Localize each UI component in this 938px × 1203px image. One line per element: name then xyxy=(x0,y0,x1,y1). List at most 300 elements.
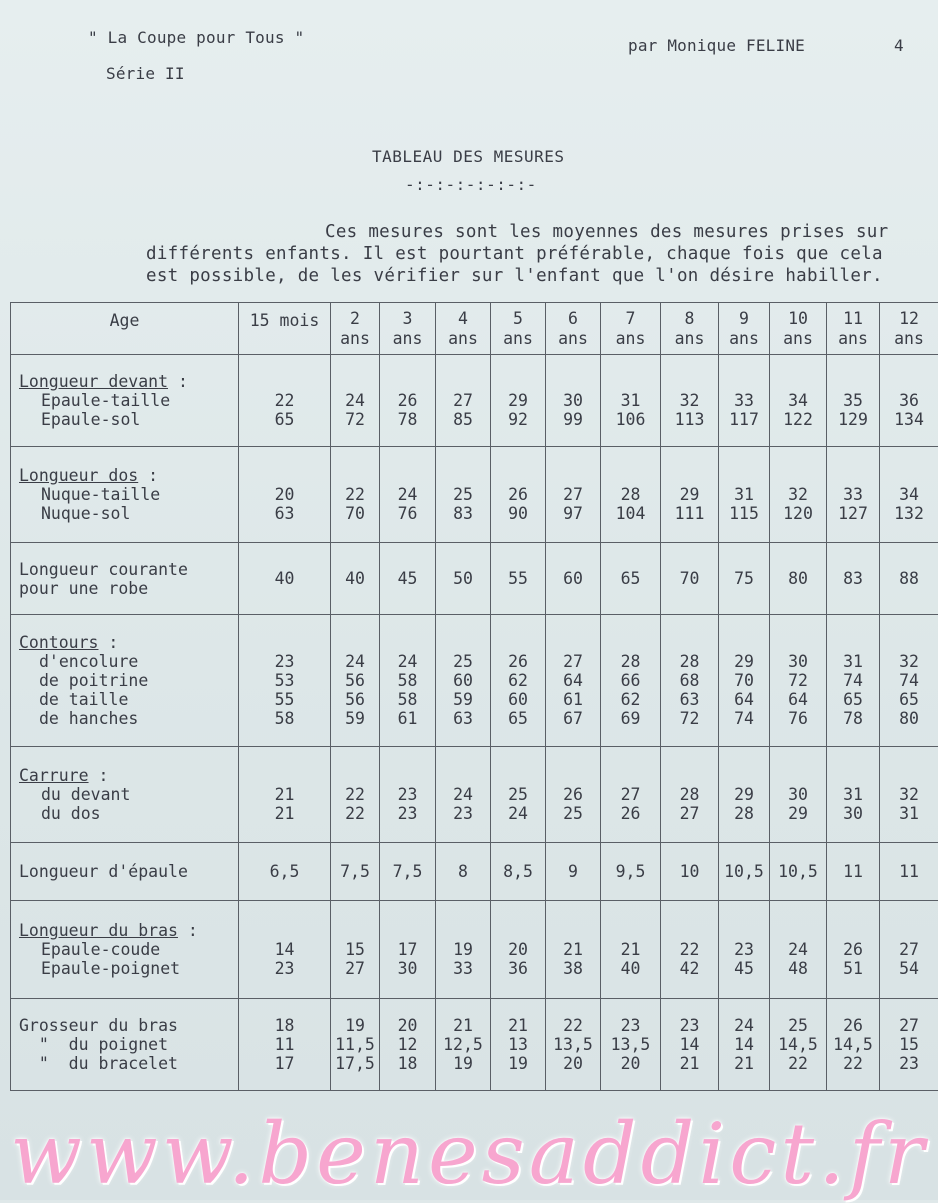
value: 22 xyxy=(661,940,718,959)
row-heading: Carrure xyxy=(19,766,89,785)
intro-line-1: Ces mesures sont les moyennes des mesures prises sur xyxy=(325,221,888,243)
value-cell xyxy=(880,901,938,999)
value-cell xyxy=(601,999,661,1091)
value: 25 xyxy=(491,785,545,804)
value-cell xyxy=(661,901,719,999)
value-cell xyxy=(546,447,601,543)
value: 64 xyxy=(770,690,826,709)
value: 20 xyxy=(380,1016,435,1035)
value: 72 xyxy=(661,709,718,728)
value: 63 xyxy=(436,709,490,728)
value-cell xyxy=(546,999,601,1091)
value: 18 xyxy=(239,1016,330,1035)
value-cell xyxy=(719,355,770,447)
value-cell xyxy=(380,447,436,543)
value: 40 xyxy=(239,569,330,588)
table-row xyxy=(11,543,938,615)
value-cell xyxy=(770,355,827,447)
row-sublabel: Epaule-sol xyxy=(19,410,238,429)
value: 65 xyxy=(601,569,660,588)
value: 23 xyxy=(436,804,490,823)
row-sublabel: de taille xyxy=(19,690,238,709)
value-cell xyxy=(436,615,491,747)
value: 28 xyxy=(719,804,769,823)
value-cell xyxy=(601,843,661,901)
value: 60 xyxy=(491,690,545,709)
watermark: www.benesaddict.fr xyxy=(0,1105,938,1203)
value-cell xyxy=(719,543,770,615)
value-cell xyxy=(331,615,380,747)
value: 34 xyxy=(770,391,826,410)
value-cell xyxy=(880,999,938,1091)
value-cell xyxy=(827,355,880,447)
row-label-line: " du poignet xyxy=(19,1035,238,1054)
value-cell xyxy=(827,901,880,999)
value-cell xyxy=(331,843,380,901)
table-header-row xyxy=(11,303,938,355)
value: 25 xyxy=(436,652,490,671)
value-cell xyxy=(436,543,491,615)
value: 48 xyxy=(770,959,826,978)
value-cell xyxy=(719,615,770,747)
row-sublabel: d'encolure xyxy=(19,652,238,671)
age-column-header: 12 ans xyxy=(880,303,938,355)
row-sublabel: Nuque-taille xyxy=(19,485,238,504)
value: 23 xyxy=(661,1016,718,1035)
value-cell xyxy=(491,615,546,747)
row-label: Carrure : du devant du dos xyxy=(11,747,239,843)
value: 21 xyxy=(491,1016,545,1035)
value: 74 xyxy=(880,671,938,690)
row-sublabel: de hanches xyxy=(19,709,238,728)
value: 15 xyxy=(880,1035,938,1054)
value: 55 xyxy=(491,569,545,588)
value: 26 xyxy=(827,1016,879,1035)
value: 60 xyxy=(436,671,490,690)
value-cell xyxy=(239,843,331,901)
table-row xyxy=(11,615,938,747)
value: 8,5 xyxy=(491,862,545,881)
value: 10,5 xyxy=(719,862,769,881)
row-sublabel: du dos xyxy=(19,804,238,823)
table-row xyxy=(11,999,938,1091)
value-cell xyxy=(491,843,546,901)
value: 21 xyxy=(239,804,330,823)
value: 27 xyxy=(880,940,938,959)
value-cell xyxy=(827,747,880,843)
value: 64 xyxy=(719,690,769,709)
age-header: Age xyxy=(11,303,239,355)
value: 21 xyxy=(719,1054,769,1073)
age-column-header: 5 ans xyxy=(491,303,546,355)
value-cell xyxy=(601,747,661,843)
value-cell xyxy=(239,355,331,447)
value: 30 xyxy=(770,785,826,804)
value: 22 xyxy=(770,1054,826,1073)
value-cell xyxy=(331,901,380,999)
value: 32 xyxy=(661,391,718,410)
row-heading: Longueur dos xyxy=(19,466,138,485)
value-cell xyxy=(827,447,880,543)
value: 27 xyxy=(661,804,718,823)
value-cell xyxy=(331,355,380,447)
value-cell xyxy=(770,615,827,747)
value: 8 xyxy=(436,862,490,881)
value: 23 xyxy=(380,785,435,804)
value: 6,5 xyxy=(239,862,330,881)
value: 66 xyxy=(601,671,660,690)
value-cell xyxy=(880,355,938,447)
value: 29 xyxy=(491,391,545,410)
value: 92 xyxy=(491,410,545,429)
value: 13 xyxy=(491,1035,545,1054)
author: par Monique FELINE xyxy=(628,36,805,55)
value: 28 xyxy=(601,652,660,671)
value-cell xyxy=(491,901,546,999)
value: 28 xyxy=(661,652,718,671)
value-cell xyxy=(239,615,331,747)
value: 129 xyxy=(827,410,879,429)
row-label: Longueur devant : Epaule-taille Epaule-sol xyxy=(11,355,239,447)
value: 65 xyxy=(827,690,879,709)
table-row xyxy=(11,447,938,543)
value-cell xyxy=(546,747,601,843)
value: 14 xyxy=(719,1035,769,1054)
value-cell xyxy=(546,615,601,747)
age-column-header: 15 mois xyxy=(239,303,331,355)
value: 9 xyxy=(546,862,600,881)
value-cell xyxy=(880,843,938,901)
value: 30 xyxy=(770,652,826,671)
row-sublabel: de poitrine xyxy=(19,671,238,690)
value: 111 xyxy=(661,504,718,523)
value: 85 xyxy=(436,410,490,429)
value: 24 xyxy=(380,485,435,504)
value-cell xyxy=(239,447,331,543)
value: 31 xyxy=(827,785,879,804)
value: 45 xyxy=(380,569,435,588)
value-cell xyxy=(331,747,380,843)
table-row xyxy=(11,843,938,901)
value: 117 xyxy=(719,410,769,429)
value: 23 xyxy=(719,940,769,959)
value-cell xyxy=(436,901,491,999)
row-label: Longueur dos : Nuque-taille Nuque-sol xyxy=(11,447,239,543)
value: 58 xyxy=(380,690,435,709)
page-number: 4 xyxy=(894,36,904,55)
value-cell xyxy=(719,843,770,901)
value-cell xyxy=(491,447,546,543)
value: 25 xyxy=(546,804,600,823)
value: 51 xyxy=(827,959,879,978)
value: 33 xyxy=(436,959,490,978)
value: 59 xyxy=(331,709,379,728)
value: 24 xyxy=(719,1016,769,1035)
value: 21 xyxy=(546,940,600,959)
value: 65 xyxy=(239,410,330,429)
value: 68 xyxy=(661,671,718,690)
value: 36 xyxy=(491,959,545,978)
value: 67 xyxy=(546,709,600,728)
value-cell xyxy=(827,615,880,747)
value-cell xyxy=(601,615,661,747)
value: 83 xyxy=(436,504,490,523)
value-cell xyxy=(719,901,770,999)
value-cell xyxy=(380,615,436,747)
value-cell xyxy=(827,543,880,615)
value-cell xyxy=(827,999,880,1091)
value: 55 xyxy=(239,690,330,709)
value: 62 xyxy=(601,690,660,709)
publication-title: " La Coupe pour Tous " xyxy=(88,28,304,47)
value-cell xyxy=(436,999,491,1091)
value: 19 xyxy=(331,1016,379,1035)
value: 134 xyxy=(880,410,938,429)
value-cell xyxy=(601,447,661,543)
value: 23 xyxy=(239,959,330,978)
value-cell xyxy=(436,447,491,543)
value: 22 xyxy=(331,485,379,504)
value: 17 xyxy=(239,1054,330,1073)
value: 38 xyxy=(546,959,600,978)
value: 32 xyxy=(880,652,938,671)
value: 27 xyxy=(880,1016,938,1035)
value: 18 xyxy=(380,1054,435,1073)
value: 24 xyxy=(491,804,545,823)
value: 30 xyxy=(546,391,600,410)
value: 59 xyxy=(436,690,490,709)
value-cell xyxy=(827,843,880,901)
value-cell xyxy=(546,843,601,901)
value: 58 xyxy=(380,671,435,690)
value-cell xyxy=(770,843,827,901)
value: 65 xyxy=(491,709,545,728)
value-cell xyxy=(661,447,719,543)
value-cell xyxy=(770,999,827,1091)
age-column-header: 2 ans xyxy=(331,303,380,355)
value-cell xyxy=(770,543,827,615)
value: 29 xyxy=(661,485,718,504)
value: 27 xyxy=(546,485,600,504)
value: 22 xyxy=(331,804,379,823)
value: 106 xyxy=(601,410,660,429)
value: 45 xyxy=(719,959,769,978)
series-label: Série II xyxy=(106,64,185,83)
value: 13,5 xyxy=(601,1035,660,1054)
value: 26 xyxy=(491,485,545,504)
value: 31 xyxy=(880,804,938,823)
row-label: Longueur du bras : Epaule-coude Epaule-poignet xyxy=(11,901,239,999)
value: 33 xyxy=(827,485,879,504)
value-cell xyxy=(331,543,380,615)
value-cell xyxy=(601,901,661,999)
row-label xyxy=(11,843,239,901)
value: 31 xyxy=(719,485,769,504)
intro-line-2: différents enfants. Il est pourtant préférable, chaque fois que cela xyxy=(146,243,883,265)
row-label-line: Grosseur du bras xyxy=(19,1016,238,1035)
age-column-header: 11 ans xyxy=(827,303,880,355)
row-label-line: pour une robe xyxy=(19,579,238,598)
value-cell xyxy=(880,543,938,615)
value: 40 xyxy=(331,569,379,588)
row-label-line: Longueur d'épaule xyxy=(19,862,238,881)
value: 14,5 xyxy=(827,1035,879,1054)
value: 17 xyxy=(380,940,435,959)
value: 64 xyxy=(546,671,600,690)
value: 22 xyxy=(239,391,330,410)
value: 12,5 xyxy=(436,1035,490,1054)
value: 76 xyxy=(380,504,435,523)
value-cell xyxy=(491,355,546,447)
value: 7,5 xyxy=(331,862,379,881)
value-cell xyxy=(661,355,719,447)
age-column-header: 4 ans xyxy=(436,303,491,355)
value: 27 xyxy=(601,785,660,804)
value: 63 xyxy=(661,690,718,709)
value: 61 xyxy=(546,690,600,709)
row-sublabel: Epaule-taille xyxy=(19,391,238,410)
value-cell xyxy=(661,843,719,901)
value-cell xyxy=(546,901,601,999)
value: 69 xyxy=(601,709,660,728)
value: 21 xyxy=(436,1016,490,1035)
page-title: TABLEAU DES MESURES xyxy=(372,147,565,166)
value: 42 xyxy=(661,959,718,978)
value-cell xyxy=(770,447,827,543)
value-cell xyxy=(880,447,938,543)
value: 99 xyxy=(546,410,600,429)
value: 20 xyxy=(491,940,545,959)
value-cell xyxy=(880,615,938,747)
value: 53 xyxy=(239,671,330,690)
value: 54 xyxy=(880,959,938,978)
value: 24 xyxy=(331,391,379,410)
value: 75 xyxy=(719,569,769,588)
value-cell xyxy=(661,999,719,1091)
value: 22 xyxy=(546,1016,600,1035)
value-cell xyxy=(380,355,436,447)
value-cell xyxy=(601,543,661,615)
value: 26 xyxy=(491,652,545,671)
value: 113 xyxy=(661,410,718,429)
value: 11 xyxy=(880,862,938,881)
value: 14 xyxy=(239,940,330,959)
value: 9,5 xyxy=(601,862,660,881)
value: 21 xyxy=(239,785,330,804)
value-cell xyxy=(880,747,938,843)
value-cell xyxy=(436,843,491,901)
value: 58 xyxy=(239,709,330,728)
value-cell xyxy=(546,355,601,447)
table-row xyxy=(11,747,938,843)
value: 70 xyxy=(661,569,718,588)
value: 25 xyxy=(436,485,490,504)
value: 26 xyxy=(827,940,879,959)
value: 70 xyxy=(719,671,769,690)
value-cell xyxy=(239,747,331,843)
value: 21 xyxy=(601,940,660,959)
value-cell xyxy=(770,901,827,999)
value-cell xyxy=(239,901,331,999)
value: 17,5 xyxy=(331,1054,379,1073)
age-column-header: 9 ans xyxy=(719,303,770,355)
value-cell xyxy=(436,355,491,447)
value: 13,5 xyxy=(546,1035,600,1054)
value-cell xyxy=(331,999,380,1091)
value: 62 xyxy=(491,671,545,690)
value: 24 xyxy=(436,785,490,804)
value: 60 xyxy=(546,569,600,588)
value: 10,5 xyxy=(770,862,826,881)
value: 19 xyxy=(491,1054,545,1073)
value: 36 xyxy=(880,391,938,410)
value: 90 xyxy=(491,504,545,523)
intro-line-3: est possible, de les vérifier sur l'enfant que l'on désire habiller. xyxy=(146,265,883,287)
value-cell xyxy=(601,355,661,447)
value: 25 xyxy=(770,1016,826,1035)
row-sublabel: Epaule-coude xyxy=(19,940,238,959)
value: 40 xyxy=(601,959,660,978)
value: 20 xyxy=(239,485,330,504)
age-column-header: 6 ans xyxy=(546,303,601,355)
value: 97 xyxy=(546,504,600,523)
value: 27 xyxy=(546,652,600,671)
value: 29 xyxy=(770,804,826,823)
value: 72 xyxy=(331,410,379,429)
value: 21 xyxy=(661,1054,718,1073)
value-cell xyxy=(380,843,436,901)
age-column-header: 7 ans xyxy=(601,303,661,355)
value-cell xyxy=(719,747,770,843)
value-cell xyxy=(380,747,436,843)
value: 23 xyxy=(380,804,435,823)
title-separator: -:-:-:-:-:-:- xyxy=(405,175,537,194)
value: 72 xyxy=(770,671,826,690)
value-cell xyxy=(380,543,436,615)
value-cell xyxy=(661,747,719,843)
value: 23 xyxy=(880,1054,938,1073)
value: 31 xyxy=(827,652,879,671)
value: 27 xyxy=(436,391,490,410)
value-cell xyxy=(546,543,601,615)
value: 80 xyxy=(880,709,938,728)
value: 20 xyxy=(546,1054,600,1073)
value: 32 xyxy=(770,485,826,504)
value: 19 xyxy=(436,940,490,959)
value: 26 xyxy=(546,785,600,804)
value: 30 xyxy=(380,959,435,978)
value-cell xyxy=(770,747,827,843)
value: 7,5 xyxy=(380,862,435,881)
table-row xyxy=(11,355,938,447)
age-column-header: 10 ans xyxy=(770,303,827,355)
row-heading: Longueur du bras xyxy=(19,921,178,940)
value: 30 xyxy=(827,804,879,823)
value: 56 xyxy=(331,690,379,709)
value: 56 xyxy=(331,671,379,690)
value: 132 xyxy=(880,504,938,523)
value: 29 xyxy=(719,652,769,671)
value-cell xyxy=(491,543,546,615)
value: 120 xyxy=(770,504,826,523)
value-cell xyxy=(661,615,719,747)
value: 26 xyxy=(601,804,660,823)
value: 23 xyxy=(601,1016,660,1035)
value: 28 xyxy=(661,785,718,804)
value: 22 xyxy=(331,785,379,804)
value-cell xyxy=(380,999,436,1091)
value: 15 xyxy=(331,940,379,959)
